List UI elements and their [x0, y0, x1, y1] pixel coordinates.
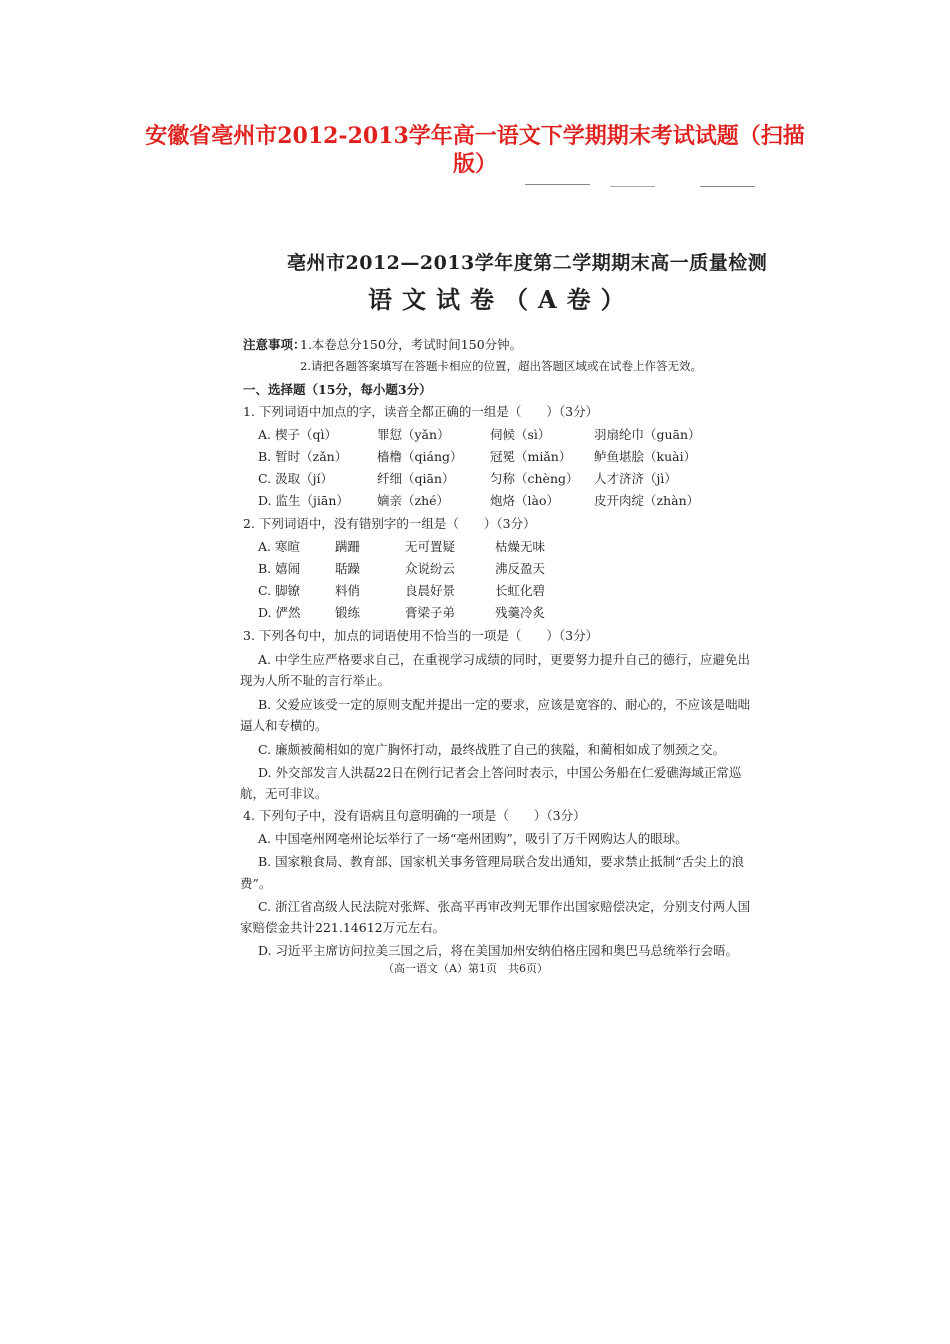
q2-row-d-3: 膏梁子弟 — [405, 605, 456, 620]
q3-line-6: D. 外交部发言人洪磊22日在例行记者会上答问时表示，中国公务船在仁爱礁海域正常巡 — [258, 765, 742, 780]
exam-subject: 语文试卷（A卷） — [368, 285, 635, 314]
note-2: 2.请把各题答案填写在答题卡相应的位置，超出答题区域或在试卷上作答无效。 — [300, 359, 702, 373]
q4-line-6: D. 习近平主席访问拉美三国之后，将在美国加州安纳伯格庄园和奥巴马总统举行会晤。 — [258, 943, 739, 958]
document-title-line2: 版） — [452, 151, 497, 177]
scan-rule-2 — [610, 186, 655, 187]
q1-row-b-1: B. 暂时（zǎn） — [258, 449, 348, 464]
q3-line-2: 现为人所不耻的言行举止。 — [240, 673, 391, 688]
q1-row-d-4: 皮开肉绽（zhàn） — [594, 493, 700, 508]
q2-row-c-2: 料俏 — [335, 583, 361, 598]
q3-line-1: A. 中学生应严格要求自己，在重视学习成绩的同时，更要努力提升自己的德行，应避免出 — [258, 652, 750, 667]
q1-row-a-1: A. 楔子（qì） — [258, 427, 337, 442]
q3-stem: 3. 下列各句中，加点的词语使用不恰当的一项是（ ）（3分） — [243, 628, 599, 643]
document-title-line1: 安徽省亳州市2012-2013学年高一语文下学期期末考试试题（扫描 — [145, 123, 805, 149]
q3-line-3: B. 父爱应该受一定的原则支配并提出一定的要求，应该是宽容的、耐心的，不应该是咄咄 — [258, 697, 751, 712]
q1-row-b-4: 鲈鱼堪脍（kuài） — [594, 449, 697, 464]
q1-row-d-2: 嫡亲（zhé） — [377, 493, 450, 508]
q1-row-d-1: D. 监生（jiān） — [258, 493, 349, 508]
q3-line-7: 航，无可非议。 — [240, 786, 328, 801]
q1-row-c-1: C. 汲取（jí） — [258, 471, 333, 486]
q1-row-d-3: 炮烙（lào） — [490, 493, 559, 508]
q2-row-c-4: 长虹化碧 — [495, 583, 546, 598]
q1-row-c-2: 纤细（qiān） — [377, 471, 455, 486]
q4-line-3: 费”。 — [240, 876, 272, 891]
q2-row-d-2: 锻练 — [335, 605, 361, 620]
q2-row-b-4: 沸反盈天 — [495, 561, 546, 576]
scan-rule-3 — [700, 186, 755, 187]
q4-stem: 4. 下列句子中，没有语病且句意明确的一项是（ ）（3分） — [243, 808, 586, 823]
q2-row-b-3: 众说纷云 — [405, 561, 456, 576]
section-1-heading: 一、选择题（15分，每小题3分） — [243, 382, 432, 397]
q2-row-a-2: 蹒跚 — [335, 539, 361, 554]
q3-line-4: 逼人和专横的。 — [240, 718, 328, 733]
q1-row-c-4: 人才济济（jì） — [594, 471, 677, 486]
q1-row-c-3: 匀称（chèng） — [490, 471, 579, 486]
q1-row-b-2: 樯橹（qiáng） — [377, 449, 463, 464]
q1-row-b-3: 冠冕（miǎn） — [490, 449, 572, 464]
q4-line-4: C. 浙江省高级人民法院对张辉、张高平再审改判无罪作出国家赔偿决定，分别支付两人国 — [258, 899, 751, 914]
q2-row-a-3: 无可置疑 — [405, 539, 456, 554]
q1-stem: 1. 下列词语中加点的字，读音全都正确的一组是（ ）（3分） — [243, 404, 599, 419]
q2-row-c-1: C. 脚镣 — [258, 583, 301, 598]
q2-row-b-1: B. 嬉闹 — [258, 561, 301, 576]
q2-row-d-4: 残羹冷炙 — [495, 605, 546, 620]
notes-label: 注意事项： — [243, 337, 306, 352]
exam-heading: 亳州市2012—2013学年度第二学期期末高一质量检测 — [287, 252, 768, 274]
q2-stem: 2. 下列词语中，没有错别字的一组是（ ）（3分） — [243, 516, 536, 531]
q3-line-5: C. 廉颇被蔺相如的宽广胸怀打动，最终战胜了自己的狭隘，和蔺相如成了刎颈之交。 — [258, 742, 726, 757]
q2-row-b-2: 聒躁 — [335, 561, 361, 576]
q1-row-a-2: 罪愆（yǎn） — [377, 427, 450, 442]
q4-line-1: A. 中国亳州网亳州论坛举行了一场“亳州团购”，吸引了万千网购达人的眼球。 — [258, 831, 688, 846]
q1-row-a-3: 伺候（sì） — [490, 427, 551, 442]
q2-row-d-1: D. 俨然 — [258, 605, 301, 620]
note-1: 1.本卷总分150分，考试时间150分钟。 — [300, 337, 523, 352]
document-title — [140, 122, 810, 178]
page-footer: （高一语文（A）第1页 共6页） — [383, 962, 548, 975]
q2-row-a-1: A. 寒暄 — [258, 539, 300, 554]
q4-line-5: 家赔偿金共计221.14612万元左右。 — [240, 920, 446, 935]
q4-line-2: B. 国家粮食局、教育部、国家机关事务管理局联合发出通知，要求禁止抵制“舌尖上的浪 — [258, 854, 745, 869]
q2-row-c-3: 良晨好景 — [405, 583, 456, 598]
q2-row-a-4: 枯燥无味 — [495, 539, 546, 554]
q1-row-a-4: 羽扇纶巾（guān） — [594, 427, 701, 442]
scan-rule-1 — [525, 184, 590, 185]
